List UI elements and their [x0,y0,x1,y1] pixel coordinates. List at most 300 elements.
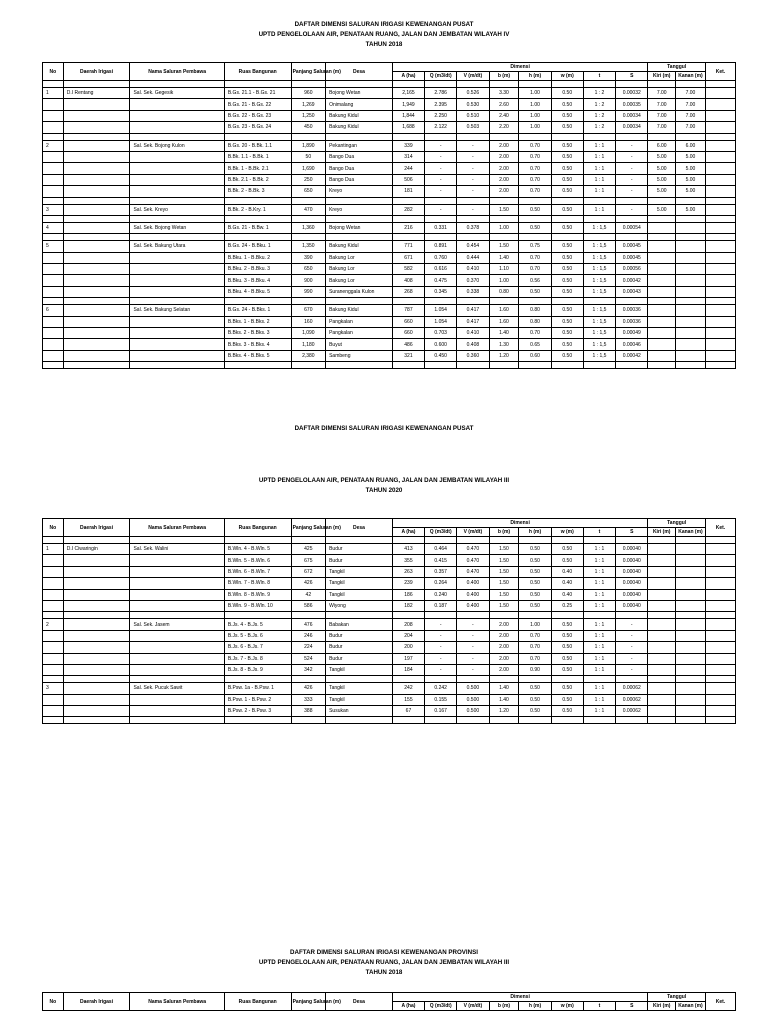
cell-no [43,110,64,121]
cell-ruas: B.Gs. 24 - B.Bks. 1 [224,305,291,316]
cell-kanan: 5.00 [676,174,706,185]
cell-desa: Pangkalan [326,316,393,327]
cell-q: - [425,174,457,185]
cell-kanan [676,339,706,350]
cell-v: - [457,140,489,151]
cell-kiri [648,630,676,641]
section-1-table [42,62,736,369]
header-v: V (m/dt) [457,72,489,81]
empty-cell [224,537,291,544]
cell-nama [130,286,224,297]
empty-cell [616,537,648,544]
cell-v: 0.400 [457,578,489,589]
cell-v: 0.470 [457,544,489,555]
cell-nama: Sal. Sek. Bakung Selatan [130,305,224,316]
empty-cell [425,717,457,724]
cell-daerah [63,630,130,641]
table-row [43,694,736,705]
cell-t: 1 : 1,5 [583,275,615,286]
empty-cell [648,234,676,241]
cell-kiri [648,664,676,675]
cell-desa: Kreyo [326,186,393,197]
cell-a: 155 [392,694,424,705]
cell-daerah [63,140,130,151]
cell-ket [705,286,735,297]
section-1-title-3: TAHUN 2018 [365,41,403,48]
header-s: S [616,1002,648,1011]
cell-t: 1 : 1 [583,163,615,174]
table-row [43,222,736,233]
table-row [43,642,736,653]
cell-ket [705,694,735,705]
cell-kanan [676,630,706,641]
cell-t: 1 : 1 [583,653,615,664]
empty-cell [425,362,457,369]
empty-cell [551,362,583,369]
cell-kanan [676,222,706,233]
cell-v: - [457,163,489,174]
empty-cell [43,676,64,683]
cell-desa: Budur [326,642,393,653]
empty-cell [551,197,583,204]
table-row [43,122,736,133]
cell-nama: Sal. Sek. Pucuk Sawit [130,683,224,694]
cell-s: 0.00054 [616,222,648,233]
table-row [43,264,736,275]
cell-b: 2.40 [489,110,519,121]
empty-cell [676,612,706,619]
cell-panjang: 476 [291,619,326,630]
header-desa: Desa [326,519,393,537]
cell-h: 0.70 [519,264,551,275]
section-3-title-2: UPTD PENGELOLAAN AIR, PENATAAN RUANG, JALAN DAN JEMBATAN WILAYAH III [258,959,510,966]
cell-t: 1 : 1 [583,694,615,705]
cell-ruas: B.Bk. 1 - B.Bk. 2.1 [224,163,291,174]
cell-q: 0.475 [425,275,457,286]
cell-t: 1 : 1 [583,140,615,151]
header-panjang: Panjang Saluran (m) [291,519,326,537]
cell-ket [705,706,735,717]
cell-ruas: B.Bks. 1 - B.Bks. 2 [224,316,291,327]
cell-b: 2.00 [489,186,519,197]
cell-no: 2 [43,619,64,630]
cell-kanan [676,264,706,275]
empty-cell [291,133,326,140]
cell-b: 1.30 [489,339,519,350]
empty-cell [519,298,551,305]
cell-ket [705,275,735,286]
cell-a: 181 [392,186,424,197]
cell-kanan [676,566,706,577]
cell-b: 1.00 [489,222,519,233]
cell-a: 263 [392,566,424,577]
cell-no [43,653,64,664]
cell-v: 0.400 [457,589,489,600]
empty-cell [425,234,457,241]
cell-q: - [425,186,457,197]
cell-daerah [63,186,130,197]
cell-desa: Kreyo [326,204,393,215]
cell-desa: Sambeng [326,350,393,361]
cell-h: 0.70 [519,653,551,664]
section-2-title-gap [0,434,768,476]
cell-ruas: B.Gs. 20 - B.Bk. 1.1 [224,140,291,151]
cell-no [43,122,64,133]
cell-a: 1,844 [392,110,424,121]
cell-s: 0.00056 [616,264,648,275]
table-row [43,204,736,215]
cell-ket [705,544,735,555]
table-row [43,328,736,339]
cell-desa: Tangkil [326,664,393,675]
empty-cell [326,197,393,204]
cell-w: 0.50 [551,350,583,361]
cell-a: 244 [392,163,424,174]
cell-ruas: B.Bku. 2 - B.Bku. 3 [224,264,291,275]
cell-h: 0.50 [519,566,551,577]
cell-w: 0.50 [551,163,583,174]
section-1-titles [0,20,768,50]
cell-kanan [676,619,706,630]
cell-kiri: 6.00 [648,140,676,151]
cell-daerah [63,252,130,263]
cell-nama [130,653,224,664]
cell-v: - [457,664,489,675]
cell-no: 1 [43,88,64,99]
cell-daerah [63,642,130,653]
cell-h: 1.00 [519,88,551,99]
cell-kiri [648,706,676,717]
cell-ket [705,88,735,99]
header-daerah: Daerah Irigasi [63,519,130,537]
spacer-row [43,81,736,88]
cell-q: 2.250 [425,110,457,121]
empty-cell [583,215,615,222]
cell-w: 0.50 [551,664,583,675]
cell-w: 0.50 [551,186,583,197]
header-panjang: Panjang Saluran (m) [291,993,326,1011]
header-v: V (m/dt) [457,528,489,537]
empty-cell [326,298,393,305]
empty-cell [43,537,64,544]
cell-w: 0.50 [551,653,583,664]
cell-desa: Babakan [326,619,393,630]
cell-s: 0.00036 [616,316,648,327]
cell-kiri: 5.00 [648,186,676,197]
cell-s: 0.00036 [616,305,648,316]
cell-s: - [616,151,648,162]
cell-ket [705,99,735,110]
cell-kiri: 7.00 [648,88,676,99]
cell-kanan [676,350,706,361]
table-row [43,544,736,555]
cell-s: 0.00032 [616,88,648,99]
cell-b: 0.80 [489,286,519,297]
empty-cell [583,612,615,619]
cell-b: 1.40 [489,328,519,339]
cell-desa: Tangkil [326,578,393,589]
cell-daerah [63,151,130,162]
cell-h: 0.70 [519,642,551,653]
cell-kiri [648,316,676,327]
header-kanan: Kanan (m) [676,72,706,81]
empty-cell [130,81,224,88]
table-row [43,316,736,327]
empty-cell [676,215,706,222]
cell-s: 0.00046 [616,339,648,350]
cell-q: - [425,619,457,630]
cell-kanan [676,664,706,675]
cell-q: 0.167 [425,706,457,717]
cell-a: 671 [392,252,424,263]
cell-daerah [63,328,130,339]
empty-cell [583,537,615,544]
cell-nama [130,110,224,121]
cell-h: 1.00 [519,110,551,121]
cell-ruas: B.Bku. 1 - B.Bku. 2 [224,252,291,263]
cell-w: 0.40 [551,589,583,600]
empty-cell [551,215,583,222]
cell-kanan: 5.00 [676,186,706,197]
cell-s: 0.00062 [616,706,648,717]
header-b: b (m) [489,1002,519,1011]
cell-b: 1.40 [489,683,519,694]
empty-cell [648,362,676,369]
cell-a: 216 [392,222,424,233]
cell-ket [705,683,735,694]
header-nama: Nama Saluran Pembawa [130,63,224,81]
empty-cell [63,717,130,724]
cell-b: 2.20 [489,122,519,133]
empty-cell [130,537,224,544]
table-row [43,186,736,197]
cell-no [43,350,64,361]
cell-ruas: B.Wln. 6 - B.Wln. 7 [224,566,291,577]
cell-h: 0.50 [519,694,551,705]
cell-w: 0.50 [551,328,583,339]
cell-w: 0.50 [551,88,583,99]
empty-cell [676,234,706,241]
empty-cell [705,676,735,683]
header-daerah: Daerah Irigasi [63,993,130,1011]
cell-desa: Bakung Kidul [326,305,393,316]
empty-cell [676,362,706,369]
cell-no [43,589,64,600]
cell-w: 0.25 [551,600,583,611]
cell-ket [705,566,735,577]
cell-nama [130,694,224,705]
table-row [43,683,736,694]
cell-panjang: 2,380 [291,350,326,361]
cell-ruas: B.Bks. 4 - B.Bks. 5 [224,350,291,361]
header-dimensi: Dimensi [392,519,648,528]
cell-ket [705,151,735,162]
empty-cell [705,612,735,619]
cell-kanan [676,316,706,327]
cell-q: - [425,151,457,162]
cell-kiri [648,619,676,630]
cell-ruas: B.Bks. 2 - B.Bks. 3 [224,328,291,339]
cell-panjang: 900 [291,275,326,286]
empty-cell [291,197,326,204]
cell-panjang: 50 [291,151,326,162]
header-h: h (m) [519,528,551,537]
empty-cell [130,234,224,241]
cell-h: 0.70 [519,163,551,174]
cell-desa: Budur [326,630,393,641]
cell-q: - [425,204,457,215]
cell-ket [705,174,735,185]
cell-w: 0.50 [551,286,583,297]
empty-cell [648,215,676,222]
cell-v: 0.470 [457,566,489,577]
cell-v: 0.530 [457,99,489,110]
empty-cell [291,215,326,222]
table-row [43,619,736,630]
empty-cell [224,133,291,140]
cell-panjang: 342 [291,664,326,675]
cell-s: 0.00040 [616,600,648,611]
empty-cell [392,537,424,544]
empty-cell [457,215,489,222]
cell-w: 0.50 [551,683,583,694]
cell-daerah [63,619,130,630]
empty-cell [519,81,551,88]
cell-t: 1 : 2 [583,88,615,99]
cell-t: 1 : 1 [583,566,615,577]
cell-nama [130,264,224,275]
empty-cell [457,676,489,683]
section-2-title-2: UPTD PENGELOLAAN AIR, PENATAAN RUANG, JALAN DAN JEMBATAN WILAYAH III [258,477,510,484]
empty-cell [648,133,676,140]
cell-panjang: 1,350 [291,241,326,252]
cell-t: 1 : 1 [583,619,615,630]
cell-a: 506 [392,174,424,185]
empty-cell [705,362,735,369]
cell-q: 0.703 [425,328,457,339]
cell-v: 0.417 [457,305,489,316]
cell-s: - [616,163,648,174]
cell-kiri [648,653,676,664]
cell-v: 0.360 [457,350,489,361]
cell-b: 1.50 [489,204,519,215]
cell-kiri [648,694,676,705]
table-row [43,339,736,350]
empty-cell [648,197,676,204]
header-h: h (m) [519,1002,551,1011]
cell-b: 1.50 [489,578,519,589]
empty-cell [519,612,551,619]
cell-nama [130,566,224,577]
cell-panjang: 160 [291,316,326,327]
cell-kiri [648,589,676,600]
cell-ruas: B.Wln. 9 - B.Wln. 10 [224,600,291,611]
header-a: A (ha) [392,72,424,81]
empty-cell [648,81,676,88]
cell-no: 4 [43,222,64,233]
cell-nama [130,252,224,263]
header-t: t [583,528,615,537]
cell-nama [130,122,224,133]
cell-a: 314 [392,151,424,162]
cell-kanan [676,653,706,664]
empty-cell [291,717,326,724]
cell-kiri [648,566,676,577]
cell-daerah [63,578,130,589]
empty-cell [489,676,519,683]
empty-cell [130,215,224,222]
empty-cell [616,234,648,241]
cell-s: 0.00045 [616,241,648,252]
cell-q: 0.464 [425,544,457,555]
cell-nama [130,186,224,197]
empty-cell [130,612,224,619]
empty-cell [616,362,648,369]
empty-cell [392,717,424,724]
cell-a: 660 [392,316,424,327]
cell-s: 0.00043 [616,286,648,297]
empty-cell [425,612,457,619]
cell-desa: Bojong Wetan [326,222,393,233]
cell-daerah [63,305,130,316]
cell-kiri [648,222,676,233]
cell-v: 0.500 [457,683,489,694]
spacer-row [43,298,736,305]
empty-cell [43,133,64,140]
cell-ket [705,186,735,197]
empty-cell [705,215,735,222]
cell-q: 0.450 [425,350,457,361]
header-kanan: Kanan (m) [676,1002,706,1011]
empty-cell [291,234,326,241]
cell-a: 408 [392,275,424,286]
cell-t: 1 : 1 [583,630,615,641]
cell-panjang: 224 [291,642,326,653]
cell-t: 1 : 1,5 [583,328,615,339]
cell-s: - [616,186,648,197]
empty-cell [583,362,615,369]
cell-ruas: B.Gs. 21 - B.Bw. 1 [224,222,291,233]
empty-cell [489,133,519,140]
cell-ruas: B.Js. 4 - B.Js. 5 [224,619,291,630]
empty-cell [43,215,64,222]
cell-daerah [63,653,130,664]
cell-kiri [648,286,676,297]
cell-v: 0.500 [457,706,489,717]
cell-ket [705,619,735,630]
empty-cell [676,81,706,88]
cell-s: - [616,664,648,675]
header-ket: Ket. [705,63,735,81]
cell-kanan [676,555,706,566]
cell-t: 1 : 1 [583,600,615,611]
cell-nama: Sal. Sek. Walini [130,544,224,555]
cell-daerah [63,163,130,174]
cell-h: 0.70 [519,328,551,339]
empty-cell [519,215,551,222]
header-v: V (m/dt) [457,1002,489,1011]
cell-kiri [648,305,676,316]
cell-q: 0.616 [425,264,457,275]
table-row [43,174,736,185]
header-tanggul: Tanggul [648,519,706,528]
empty-cell [583,298,615,305]
cell-b: 1.50 [489,566,519,577]
cell-a: 355 [392,555,424,566]
cell-no [43,151,64,162]
cell-v: - [457,619,489,630]
cell-kanan: 5.00 [676,163,706,174]
